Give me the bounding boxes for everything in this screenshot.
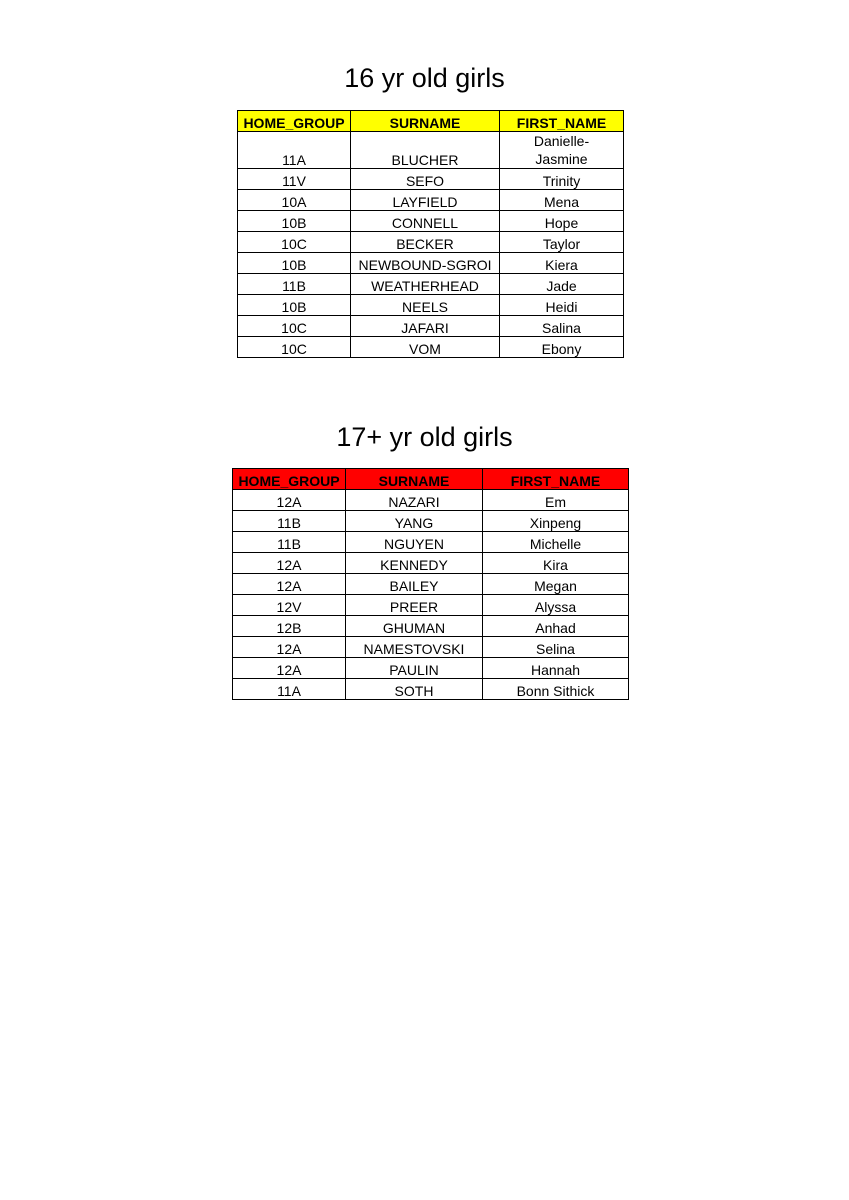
- cell-home-group: 11V: [238, 169, 351, 190]
- table-row: [233, 532, 629, 553]
- cell-surname: SEFO: [351, 169, 500, 190]
- table-row: [238, 169, 624, 190]
- cell-home-group: 11A: [233, 679, 346, 700]
- cell-first-name: Heidi: [500, 295, 624, 316]
- cell-home-group: 10B: [238, 211, 351, 232]
- cell-home-group: 12V: [233, 595, 346, 616]
- cell-home-group: 10A: [238, 190, 351, 211]
- table-row: [238, 274, 624, 295]
- cell-first-name: Danielle- Jasmine: [500, 132, 624, 169]
- cell-surname: PAULIN: [346, 658, 483, 679]
- column-header-home-group: HOME_GROUP: [238, 111, 351, 132]
- cell-home-group: 12B: [233, 616, 346, 637]
- table-row: [233, 595, 629, 616]
- cell-home-group: 11B: [238, 274, 351, 295]
- table-row: [233, 679, 629, 700]
- cell-surname: NAZARI: [346, 490, 483, 511]
- cell-surname: KENNEDY: [346, 553, 483, 574]
- column-header-home-group: HOME_GROUP: [233, 469, 346, 490]
- cell-surname: BECKER: [351, 232, 500, 253]
- cell-surname: CONNELL: [351, 211, 500, 232]
- table-row: [233, 553, 629, 574]
- cell-first-name: Jade: [500, 274, 624, 295]
- cell-first-name: Hope: [500, 211, 624, 232]
- cell-surname: GHUMAN: [346, 616, 483, 637]
- cell-first-name: Ebony: [500, 337, 624, 358]
- cell-first-name: Em: [483, 490, 629, 511]
- cell-home-group: 10C: [238, 337, 351, 358]
- table-row: [238, 132, 624, 169]
- cell-home-group: 12A: [233, 658, 346, 679]
- cell-home-group: 10C: [238, 316, 351, 337]
- table-row: [233, 658, 629, 679]
- table-row: [238, 295, 624, 316]
- cell-surname: NEWBOUND-SGROI: [351, 253, 500, 274]
- cell-home-group: 11B: [233, 532, 346, 553]
- cell-surname: NAMESTOVSKI: [346, 637, 483, 658]
- section-title-17-plus: 17+ yr old girls: [336, 422, 513, 452]
- cell-home-group: 12A: [233, 490, 346, 511]
- cell-home-group: 12A: [233, 637, 346, 658]
- cell-first-name: Taylor: [500, 232, 624, 253]
- cell-surname: BAILEY: [346, 574, 483, 595]
- column-header-surname: SURNAME: [346, 469, 483, 490]
- cell-first-name: Kira: [483, 553, 629, 574]
- table-row: [238, 253, 624, 274]
- table-row: [238, 190, 624, 211]
- cell-surname: NGUYEN: [346, 532, 483, 553]
- table-17-plus-yr-old-girls: [232, 468, 629, 700]
- table-row: [238, 232, 624, 253]
- cell-first-name: Salina: [500, 316, 624, 337]
- table-row: [233, 637, 629, 658]
- table-row: [238, 211, 624, 232]
- cell-surname: YANG: [346, 511, 483, 532]
- cell-surname: WEATHERHEAD: [351, 274, 500, 295]
- table-header-row: [233, 469, 629, 490]
- table-row: [238, 337, 624, 358]
- cell-first-name: Alyssa: [483, 595, 629, 616]
- section-title-16: 16 yr old girls: [344, 63, 505, 93]
- cell-surname: VOM: [351, 337, 500, 358]
- cell-home-group: 10B: [238, 253, 351, 274]
- cell-first-name: Xinpeng: [483, 511, 629, 532]
- cell-home-group: 12A: [233, 553, 346, 574]
- table-row: [233, 574, 629, 595]
- cell-first-name: Megan: [483, 574, 629, 595]
- cell-first-name: Kiera: [500, 253, 624, 274]
- table-row: [238, 316, 624, 337]
- cell-first-name: Bonn Sithick: [483, 679, 629, 700]
- cell-first-name: Selina: [483, 637, 629, 658]
- table-row: [233, 490, 629, 511]
- cell-first-name: Hannah: [483, 658, 629, 679]
- table-header-row: [238, 111, 624, 132]
- cell-home-group: 11B: [233, 511, 346, 532]
- cell-surname: BLUCHER: [351, 132, 500, 169]
- cell-first-name: Michelle: [483, 532, 629, 553]
- column-header-first-name: FIRST_NAME: [483, 469, 629, 490]
- cell-surname: NEELS: [351, 295, 500, 316]
- cell-home-group: 11A: [238, 132, 351, 169]
- cell-first-name: Trinity: [500, 169, 624, 190]
- cell-home-group: 10C: [238, 232, 351, 253]
- table-row: [233, 511, 629, 532]
- column-header-first-name: FIRST_NAME: [500, 111, 624, 132]
- cell-home-group: 10B: [238, 295, 351, 316]
- cell-first-name: Anhad: [483, 616, 629, 637]
- cell-surname: SOTH: [346, 679, 483, 700]
- cell-surname: LAYFIELD: [351, 190, 500, 211]
- table-16-yr-old-girls: [237, 110, 624, 358]
- column-header-surname: SURNAME: [351, 111, 500, 132]
- table-row: [233, 616, 629, 637]
- cell-first-name: Mena: [500, 190, 624, 211]
- cell-home-group: 12A: [233, 574, 346, 595]
- cell-surname: PREER: [346, 595, 483, 616]
- cell-surname: JAFARI: [351, 316, 500, 337]
